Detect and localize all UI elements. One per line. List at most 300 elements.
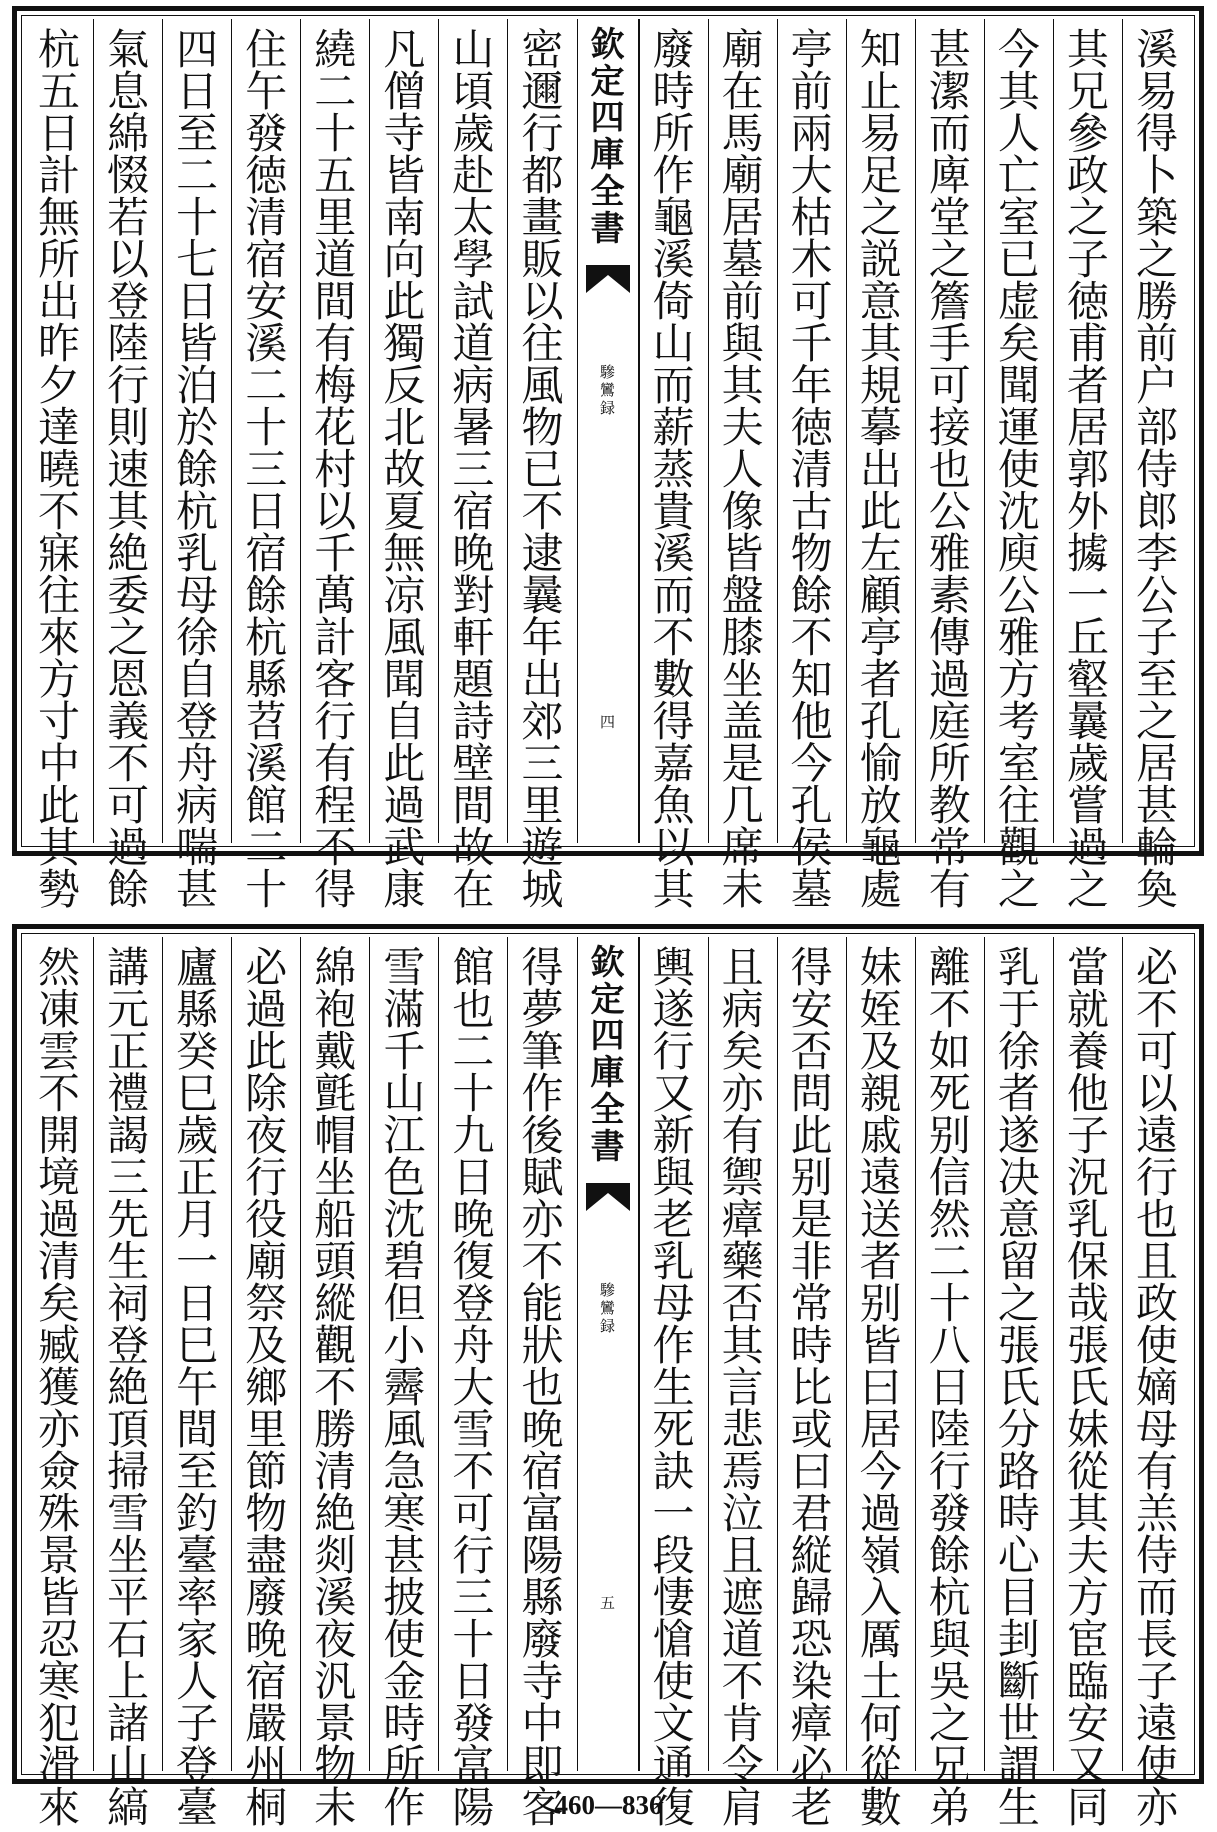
- character: 故: [452, 823, 495, 872]
- character: 母: [1135, 1405, 1178, 1454]
- character: 輪: [1135, 823, 1178, 872]
- collection-title: [591, 937, 625, 1165]
- character: 遠: [1135, 1111, 1178, 1160]
- character: 與: [721, 319, 764, 368]
- character: 及: [859, 1027, 902, 1076]
- character: 清: [790, 445, 833, 494]
- character: 此: [383, 277, 426, 326]
- character: 全: [590, 171, 625, 212]
- character: 足: [859, 151, 902, 200]
- character: 之: [107, 613, 150, 662]
- character: 登: [107, 277, 150, 326]
- character: 離: [928, 943, 971, 992]
- character: 夜: [314, 1615, 357, 1664]
- character: 不: [790, 613, 833, 662]
- character: 作: [521, 1069, 564, 1118]
- character: 平: [107, 1573, 150, 1622]
- character: 其: [38, 823, 81, 872]
- character: 規: [859, 361, 902, 410]
- character: 其: [1066, 25, 1109, 74]
- character: 恐: [790, 1615, 833, 1664]
- character: 先: [107, 1195, 150, 1244]
- character: 李: [1135, 529, 1178, 578]
- character: 何: [859, 1699, 902, 1748]
- character: 館: [452, 943, 495, 992]
- character: 知: [859, 25, 902, 74]
- character: 不: [314, 823, 357, 872]
- character: 寺: [383, 109, 426, 158]
- character: 公: [928, 487, 971, 536]
- character: 自: [383, 697, 426, 746]
- character: 祠: [107, 1279, 150, 1328]
- character: 遊: [521, 823, 564, 872]
- character: 全: [590, 1089, 625, 1130]
- text-column: [846, 937, 915, 1832]
- character: 十: [928, 1279, 971, 1328]
- character: 萬: [314, 571, 357, 620]
- character: 溪: [245, 319, 288, 368]
- character: 委: [107, 571, 150, 620]
- character: 通: [652, 1741, 695, 1790]
- character: 歸: [790, 1573, 833, 1622]
- character: 几: [721, 781, 764, 830]
- character: 家: [176, 1615, 219, 1664]
- character: 甚: [176, 865, 219, 914]
- character: 及: [245, 1321, 288, 1370]
- character: 上: [107, 1657, 150, 1706]
- character: 也: [521, 1363, 564, 1412]
- character: 孔: [790, 781, 833, 830]
- character: 矣: [721, 1027, 764, 1076]
- character: 宿: [521, 1447, 564, 1496]
- character: 惙: [107, 151, 150, 200]
- character: 路: [997, 1447, 1040, 1496]
- character: 保: [1066, 1237, 1109, 1286]
- character: 十: [314, 109, 357, 158]
- character: 縞: [107, 1783, 150, 1832]
- character: 日: [176, 1279, 219, 1328]
- character: 生: [652, 1363, 695, 1412]
- character: 張: [1066, 1321, 1109, 1370]
- character: 寸: [38, 697, 81, 746]
- character: 今: [790, 739, 833, 788]
- character: 人: [176, 1657, 219, 1706]
- text-column: [93, 937, 162, 1832]
- character: 徳: [1066, 277, 1109, 326]
- character: 間: [176, 1405, 219, 1454]
- character: 孔: [859, 697, 902, 746]
- character: 溪: [1135, 25, 1178, 74]
- character: 大: [790, 151, 833, 200]
- character: 就: [1066, 985, 1109, 1034]
- character: 即: [521, 1741, 564, 1790]
- text-column: [25, 19, 93, 914]
- character: 蒸: [652, 445, 695, 494]
- character: 且: [1135, 1237, 1178, 1286]
- character: 可: [107, 781, 150, 830]
- character: 城: [521, 865, 564, 914]
- character: 山: [452, 25, 495, 74]
- character: 教: [928, 781, 971, 830]
- character: 軒: [452, 613, 495, 662]
- character: 役: [245, 1195, 288, 1244]
- character: 登: [452, 1279, 495, 1328]
- character: 方: [997, 655, 1040, 704]
- character: 令: [721, 1741, 764, 1790]
- character: 夕: [38, 361, 81, 410]
- character: 甚: [383, 1531, 426, 1580]
- text-column: [231, 19, 300, 914]
- character: 之: [997, 1279, 1040, 1328]
- character: 四: [590, 98, 625, 139]
- character: 釣: [176, 1489, 219, 1538]
- character: 日: [452, 1153, 495, 1202]
- character: 筆: [521, 1027, 564, 1076]
- character: 過: [1066, 823, 1109, 872]
- character: 歲: [452, 109, 495, 158]
- character: 而: [1135, 1573, 1178, 1622]
- character: 犯: [38, 1699, 81, 1748]
- character: 意: [997, 1195, 1040, 1244]
- character: 庭: [928, 697, 971, 746]
- character: 康: [383, 865, 426, 914]
- character: 兄: [928, 1741, 971, 1790]
- character: 時: [790, 1321, 833, 1370]
- character: 杭: [38, 25, 81, 74]
- character: 郭: [1066, 445, 1109, 494]
- character: 驂: [599, 363, 615, 382]
- character: 餘: [245, 571, 288, 620]
- character: 時: [383, 1699, 426, 1748]
- character: 息: [107, 67, 150, 116]
- character: 卜: [1135, 151, 1178, 200]
- character: 所: [652, 109, 695, 158]
- character: 羔: [1135, 1489, 1178, 1538]
- character: 小: [383, 1321, 426, 1370]
- character: 不: [1135, 985, 1178, 1034]
- character: 風: [521, 361, 564, 410]
- character: 雲: [38, 1027, 81, 1076]
- page-top-columns: [25, 19, 1191, 914]
- character: 杭: [928, 1573, 971, 1622]
- character: 他: [790, 697, 833, 746]
- character: 在: [721, 67, 764, 116]
- character: 未: [314, 1783, 357, 1832]
- character: 來: [38, 613, 81, 662]
- character: 過: [383, 781, 426, 830]
- character: 山: [107, 1741, 150, 1790]
- character: 政: [1066, 151, 1109, 200]
- character: 欽: [590, 943, 625, 983]
- character: 病: [176, 781, 219, 830]
- character: 故: [383, 445, 426, 494]
- character: 帽: [314, 1111, 357, 1160]
- character: 之: [1135, 235, 1178, 284]
- character: 以: [521, 277, 564, 326]
- character: 廢: [245, 1573, 288, 1622]
- character: 四: [590, 1016, 625, 1057]
- character: 否: [790, 1027, 833, 1076]
- book-title: [600, 363, 615, 417]
- text-column: [231, 937, 300, 1832]
- page-code: 460—836: [554, 1790, 663, 1820]
- character: 子: [1135, 1657, 1178, 1706]
- character: 别: [928, 1111, 971, 1160]
- character: 録: [599, 1317, 615, 1336]
- character: 滿: [383, 985, 426, 1034]
- character: 張: [997, 1321, 1040, 1370]
- character: 宦: [1066, 1615, 1109, 1664]
- character: 勢: [38, 865, 81, 914]
- character: 向: [383, 235, 426, 284]
- character: 居: [859, 1405, 902, 1454]
- character: 當: [1066, 943, 1109, 992]
- character: 反: [383, 361, 426, 410]
- character: 素: [928, 571, 971, 620]
- character: 販: [521, 235, 564, 284]
- character: 午: [245, 67, 288, 116]
- character: 所: [383, 1741, 426, 1790]
- character: 此: [245, 1027, 288, 1076]
- character: 日: [245, 487, 288, 536]
- character: 絶: [107, 529, 150, 578]
- character: 又: [652, 1069, 695, 1118]
- character: 室: [997, 193, 1040, 242]
- character: 悲: [721, 1405, 764, 1454]
- character: 過: [245, 985, 288, 1034]
- character: 試: [452, 277, 495, 326]
- character: 風: [383, 613, 426, 662]
- character: 得: [314, 865, 357, 914]
- character: 徳: [790, 403, 833, 452]
- character: 廟: [721, 151, 764, 200]
- character: 安: [245, 277, 288, 326]
- character: 則: [107, 403, 150, 452]
- character: 中: [521, 1699, 564, 1748]
- character: 可: [928, 361, 971, 410]
- character: 往: [521, 319, 564, 368]
- character: 以: [314, 487, 357, 536]
- character: 餘: [790, 571, 833, 620]
- character: 臺: [176, 1531, 219, 1580]
- character: 是: [721, 739, 764, 788]
- character: 氏: [1066, 1363, 1109, 1412]
- character: 甚: [1135, 781, 1178, 830]
- character: 侍: [1135, 1531, 1178, 1580]
- character: 可: [790, 277, 833, 326]
- character: 之: [997, 865, 1040, 914]
- character: 必: [1135, 943, 1178, 992]
- character: 忍: [38, 1615, 81, 1664]
- character: 十: [176, 193, 219, 242]
- character: 沈: [997, 487, 1040, 536]
- character: 虚: [997, 277, 1040, 326]
- character: 乳: [652, 1237, 695, 1286]
- character: 千: [790, 319, 833, 368]
- character: 乳: [1066, 1195, 1109, 1244]
- character: 雪: [383, 943, 426, 992]
- character: 以: [107, 235, 150, 284]
- character: 訣: [652, 1447, 695, 1496]
- character: 馬: [721, 109, 764, 158]
- character: 决: [997, 1153, 1040, 1202]
- character: 寒: [383, 1489, 426, 1538]
- character: 癸: [176, 1027, 219, 1076]
- character: 徐: [997, 1027, 1040, 1076]
- character: 五: [38, 67, 81, 116]
- character: 别: [859, 1279, 902, 1328]
- text-column: [93, 19, 162, 914]
- character: 前: [721, 277, 764, 326]
- character: 宿: [245, 235, 288, 284]
- character: 日: [452, 1657, 495, 1706]
- character: 掃: [107, 1447, 150, 1496]
- character: 祭: [245, 1279, 288, 1328]
- character: 勝: [1135, 277, 1178, 326]
- character: 復: [652, 1783, 695, 1832]
- character: 急: [383, 1447, 426, 1496]
- character: 狀: [521, 1321, 564, 1370]
- character: 喘: [176, 823, 219, 872]
- character: 不: [521, 1237, 564, 1286]
- character: 出: [38, 277, 81, 326]
- character: 七: [176, 235, 219, 284]
- character: 丘: [1066, 613, 1109, 662]
- character: 絶: [107, 1363, 150, 1412]
- character: 壁: [452, 739, 495, 788]
- character: 親: [859, 1069, 902, 1118]
- character: 墓: [721, 235, 764, 284]
- character: 遮: [721, 1573, 764, 1622]
- character: 信: [928, 1153, 971, 1202]
- character: 行: [521, 109, 564, 158]
- character: 得: [1135, 109, 1178, 158]
- character: 人: [721, 445, 764, 494]
- character: 此: [790, 1111, 833, 1160]
- character: 居: [1066, 403, 1109, 452]
- character: 二: [928, 1237, 971, 1286]
- character: 放: [859, 781, 902, 830]
- character: 死: [652, 1405, 695, 1454]
- character: 遂: [997, 1111, 1040, 1160]
- character: 縱: [314, 1279, 357, 1328]
- character: 心: [997, 1531, 1040, 1580]
- text-column: [984, 19, 1053, 914]
- character: 焉: [721, 1447, 764, 1496]
- character: 席: [721, 823, 764, 872]
- character: 三: [452, 1573, 495, 1622]
- character: 易: [1135, 67, 1178, 116]
- character: 亦: [38, 1405, 81, 1454]
- character: 妹: [1066, 1405, 1109, 1454]
- character: 方: [38, 655, 81, 704]
- text-column: [846, 19, 915, 914]
- character: 㩀: [1066, 529, 1109, 578]
- character: 病: [721, 985, 764, 1034]
- character: 皆: [859, 1321, 902, 1370]
- character: 嘗: [1066, 781, 1109, 830]
- character: 十: [245, 865, 288, 914]
- character: 皆: [721, 529, 764, 578]
- text-column: [639, 937, 708, 1832]
- character: 十: [452, 1069, 495, 1118]
- character: 嚴: [245, 1699, 288, 1748]
- character: 江: [383, 1111, 426, 1160]
- character: 三: [452, 445, 495, 494]
- character: 臨: [1066, 1657, 1109, 1706]
- character: 築: [1135, 193, 1178, 242]
- character: 得: [652, 697, 695, 746]
- character: 得: [790, 943, 833, 992]
- character: 戴: [314, 1027, 357, 1076]
- character: 自: [176, 655, 219, 704]
- character: 亦: [1135, 1783, 1178, 1832]
- text-column: [777, 937, 846, 1832]
- character: 無: [38, 193, 81, 242]
- character: 州: [245, 1741, 288, 1790]
- character: 有: [314, 319, 357, 368]
- text-column: [1053, 19, 1122, 914]
- folio-number: 四: [599, 713, 616, 731]
- character: 使: [1135, 1741, 1178, 1790]
- character: 且: [721, 1531, 764, 1580]
- character: 景: [38, 1531, 81, 1580]
- character: 至: [176, 109, 219, 158]
- character: 不: [107, 739, 150, 788]
- character: 必: [790, 1741, 833, 1790]
- character: 過: [859, 1489, 902, 1538]
- character: 題: [452, 655, 495, 704]
- character: 後: [521, 1111, 564, 1160]
- character: 留: [997, 1237, 1040, 1286]
- character: 行: [928, 1447, 971, 1496]
- character: 晚: [452, 1195, 495, 1244]
- character: 書: [590, 1126, 625, 1167]
- character: 觀: [997, 823, 1040, 872]
- character: 部: [1135, 403, 1178, 452]
- character: 沈: [383, 1195, 426, 1244]
- character: 子: [1066, 1111, 1109, 1160]
- character: 公: [1135, 571, 1178, 620]
- text-column: [162, 19, 231, 914]
- text-column: [915, 19, 984, 914]
- character: 已: [521, 445, 564, 494]
- character: 泣: [721, 1489, 764, 1538]
- character: 綿: [107, 109, 150, 158]
- character: 出: [521, 655, 564, 704]
- character: 歲: [1066, 739, 1109, 788]
- character: 養: [1066, 1027, 1109, 1076]
- character: 已: [997, 235, 1040, 284]
- character: 潔: [928, 67, 971, 116]
- character: 二: [314, 67, 357, 116]
- character: 嘉: [652, 739, 695, 788]
- character: 常: [790, 1279, 833, 1328]
- character: 肩: [721, 1783, 764, 1832]
- character: 汎: [314, 1657, 357, 1706]
- character: 景: [314, 1699, 357, 1748]
- character: 曰: [790, 1447, 833, 1496]
- character: 之: [928, 235, 971, 284]
- character: 愴: [652, 1615, 695, 1664]
- character: 妹: [859, 943, 902, 992]
- character: 之: [1135, 697, 1178, 746]
- character: 詩: [452, 697, 495, 746]
- character: 舟: [452, 1321, 495, 1370]
- character: 安: [790, 985, 833, 1034]
- character: 坐: [721, 655, 764, 704]
- character: 滑: [38, 1741, 81, 1790]
